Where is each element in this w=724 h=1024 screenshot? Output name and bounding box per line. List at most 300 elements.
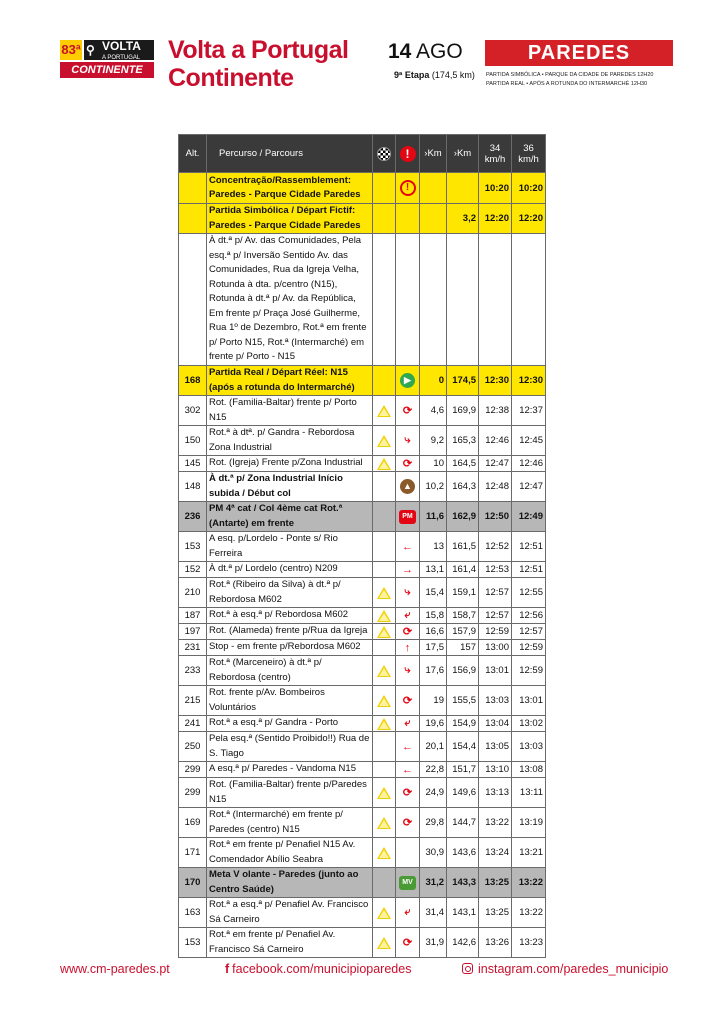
table-row [179, 778, 546, 808]
route-cell: À dt.ª p/ Lordelo (centro) N209 [207, 562, 373, 578]
warning-triangle-icon [377, 907, 391, 919]
col-alt: Alt. [179, 135, 207, 173]
route-cell: Rot.ª à dtª. p/ Gandra - Rebordosa Zona Industrial [207, 426, 373, 456]
table-row [179, 656, 546, 686]
date-month: AGO [416, 40, 463, 63]
direction-cell [396, 640, 420, 656]
hazard-cell [373, 366, 396, 396]
hazard-cell [373, 173, 396, 204]
route-cell: PM 4ª cat / Col 4ème cat Rot.ª (Antarte) em frente [207, 502, 373, 532]
time-34-cell: 10:20 [479, 173, 512, 204]
time-36-cell: 13:11 [512, 778, 546, 808]
route-cell: Rot.ª (Intermarché) em frente p/ Paredes (centro) N15 [207, 808, 373, 838]
warning-triangle-icon [377, 458, 391, 470]
km-done-cell: 31,2 [420, 868, 447, 898]
hazard-cell [373, 472, 396, 502]
km-left-cell: 157,9 [447, 624, 479, 640]
km-done-cell: 10 [420, 456, 447, 472]
altitude-cell: 153 [179, 532, 207, 562]
altitude-cell: 210 [179, 578, 207, 608]
roundabout-right-icon: ⤷ [404, 586, 411, 598]
hazard-cell [373, 502, 396, 532]
time-36-cell: 12:55 [512, 578, 546, 608]
km-left-cell: 154,4 [447, 732, 479, 762]
altitude-cell: 145 [179, 456, 207, 472]
route-cell: Rot. frente p/Av. Bombeiros Voluntários [207, 686, 373, 716]
stage-number: 9ª Etapa [394, 70, 430, 80]
altitude-cell: 231 [179, 640, 207, 656]
direction-cell [396, 686, 420, 716]
km-left-cell: 165,3 [447, 426, 479, 456]
direction-cell [396, 578, 420, 608]
time-34-cell: 13:13 [479, 778, 512, 808]
instagram-link[interactable]: instagram.com/paredes_municipio [478, 962, 669, 976]
volta-logo-text: VOLTA [102, 39, 141, 53]
km-done-cell: 22,8 [420, 762, 447, 778]
table-row [179, 173, 546, 204]
km-left-cell: 143,1 [447, 898, 479, 928]
mountain-prize-icon: PM [399, 510, 416, 524]
time-36-cell: 12:45 [512, 426, 546, 456]
time-36-cell: 12:30 [512, 366, 546, 396]
km-left-cell: 3,2 [447, 204, 479, 234]
page-title-line1: Volta a Portugal [168, 36, 349, 64]
turn-right-icon: → [402, 563, 413, 576]
km-left-cell [447, 234, 479, 366]
route-cell: Rot.ª (Marceneiro) à dt.ª p/ Rebordosa (centro) [207, 656, 373, 686]
roundabout-left-icon: ⤶ [404, 717, 411, 729]
direction-cell [396, 234, 420, 366]
route-cell: A esq.ª p/ Paredes - Vandoma N15 [207, 762, 373, 778]
time-34-cell: 13:04 [479, 716, 512, 732]
altitude-cell: 197 [179, 624, 207, 640]
itinerary-body [179, 173, 546, 958]
footer-facebook[interactable] [225, 962, 411, 976]
hazard-cell [373, 204, 396, 234]
altitude-cell: 150 [179, 426, 207, 456]
direction-cell [396, 732, 420, 762]
time-36-cell: 10:20 [512, 173, 546, 204]
roundabout-straight-icon: ⟳ [402, 695, 413, 707]
table-row [179, 608, 546, 624]
time-34-cell: 12:38 [479, 396, 512, 426]
altitude-cell: 170 [179, 868, 207, 898]
time-36-cell: 13:19 [512, 808, 546, 838]
hazard-cell [373, 898, 396, 928]
city-banner: PAREDES [485, 40, 673, 66]
climb-start-icon: ▲ [400, 479, 415, 494]
direction-cell [396, 928, 420, 958]
route-cell: Stop - em frente p/Rebordosa M602 [207, 640, 373, 656]
direction-cell [396, 502, 420, 532]
altitude-cell: 299 [179, 778, 207, 808]
route-cell: Rot. (Familia-Baltar) frente p/ Porto N15 [207, 396, 373, 426]
km-done-cell: 13 [420, 532, 447, 562]
roundabout-right-icon: ⤷ [404, 434, 411, 446]
km-done-cell [420, 173, 447, 204]
direction-cell [396, 204, 420, 234]
time-34-cell: 13:01 [479, 656, 512, 686]
time-36-cell: 13:22 [512, 898, 546, 928]
km-done-cell: 24,9 [420, 778, 447, 808]
symbolic-start: PARTIDA SIMBÓLICA • PARQUE DA CIDADE DE PAREDES 12H20 [486, 72, 654, 78]
route-cell: Concentração/Rassemblement: Paredes - Parque Cidade Paredes [207, 173, 373, 204]
direction-cell [396, 366, 420, 396]
hazard-cell [373, 624, 396, 640]
time-34-cell: 12:20 [479, 204, 512, 234]
time-34-cell: 12:57 [479, 578, 512, 608]
hazard-cell [373, 578, 396, 608]
hazard-cell [373, 808, 396, 838]
hazard-cell [373, 838, 396, 868]
roundabout-left-icon: ⤶ [404, 609, 411, 621]
real-start: PARTIDA REAL • APÓS A ROTUNDA DO INTERMARCHÉ 12H30 [486, 81, 648, 87]
altitude-cell: 152 [179, 562, 207, 578]
col-34kmh: 34 km/h [479, 135, 512, 173]
hazard-cell [373, 686, 396, 716]
alert-outline-icon: ! [400, 180, 416, 196]
time-34-cell: 12:52 [479, 532, 512, 562]
table-row [179, 624, 546, 640]
roundabout-right-icon: ⤷ [404, 664, 411, 676]
checkered-flag-icon [377, 147, 391, 161]
km-done-cell: 19 [420, 686, 447, 716]
hazard-cell [373, 762, 396, 778]
col-finish-flag [373, 135, 396, 173]
time-36-cell: 12:47 [512, 472, 546, 502]
time-34-cell [479, 234, 512, 366]
km-left-cell: 161,5 [447, 532, 479, 562]
hazard-cell [373, 396, 396, 426]
time-36-cell: 12:51 [512, 562, 546, 578]
km-done-cell: 11,6 [420, 502, 447, 532]
start-info [486, 71, 654, 89]
altitude-cell: 153 [179, 928, 207, 958]
roundabout-straight-icon: ⟳ [402, 787, 413, 799]
table-row [179, 396, 546, 426]
direction-cell [396, 716, 420, 732]
turn-left-icon: ← [402, 740, 413, 753]
route-cell: Rot. (Alameda) frente p/Rua da Igreja [207, 624, 373, 640]
roundabout-straight-icon: ⟳ [402, 937, 413, 949]
table-row [179, 716, 546, 732]
km-done-cell: 17,6 [420, 656, 447, 686]
edition-badge: 83ª [60, 40, 82, 60]
hazard-cell [373, 656, 396, 686]
volta-logo [84, 40, 154, 60]
route-cell: À dt.ª p/ Zona Industrial Início subida / Début col [207, 472, 373, 502]
time-36-cell: 12:46 [512, 456, 546, 472]
altitude-cell: 236 [179, 502, 207, 532]
km-left-cell: 164,5 [447, 456, 479, 472]
footer-instagram[interactable] [462, 962, 668, 976]
table-row [179, 532, 546, 562]
route-cell: Rot.ª à esq.ª p/ Rebordosa M602 [207, 608, 373, 624]
hazard-cell [373, 778, 396, 808]
table-row [179, 640, 546, 656]
stage-distance: (174,5 km) [431, 70, 475, 80]
km-done-cell: 0 [420, 366, 447, 396]
altitude-cell: 169 [179, 808, 207, 838]
table-row [179, 868, 546, 898]
table-row [179, 456, 546, 472]
time-34-cell: 13:22 [479, 808, 512, 838]
time-34-cell: 13:25 [479, 898, 512, 928]
km-left-cell: 161,4 [447, 562, 479, 578]
table-row [179, 366, 546, 396]
date-day: 14 [388, 40, 412, 63]
warning-triangle-icon [377, 610, 391, 622]
col-route: Percurso / Parcours [207, 135, 373, 173]
time-36-cell: 12:37 [512, 396, 546, 426]
hazard-cell [373, 716, 396, 732]
time-34-cell: 12:53 [479, 562, 512, 578]
roundabout-straight-icon: ⟳ [402, 405, 413, 417]
time-34-cell: 13:25 [479, 868, 512, 898]
table-row [179, 898, 546, 928]
table-row [179, 472, 546, 502]
km-left-cell: 143,3 [447, 868, 479, 898]
km-done-cell: 15,8 [420, 608, 447, 624]
km-done-cell: 20,1 [420, 732, 447, 762]
time-34-cell: 12:48 [479, 472, 512, 502]
time-34-cell: 13:10 [479, 762, 512, 778]
route-cell: Rot.ª a esq.ª p/ Penafiel Av. Francisco Sá Carneiro [207, 898, 373, 928]
table-row [179, 204, 546, 234]
direction-cell [396, 608, 420, 624]
km-left-cell [447, 173, 479, 204]
bicycle-icon: ⚲ [86, 43, 95, 57]
hazard-cell [373, 456, 396, 472]
table-row [179, 502, 546, 532]
altitude-cell: 171 [179, 838, 207, 868]
km-done-cell: 9,2 [420, 426, 447, 456]
altitude-cell: 299 [179, 762, 207, 778]
direction-cell [396, 868, 420, 898]
hazard-cell [373, 608, 396, 624]
altitude-cell: 233 [179, 656, 207, 686]
continente-logo: CONTINENTE [60, 62, 154, 78]
table-row [179, 808, 546, 838]
altitude-cell: 215 [179, 686, 207, 716]
km-done-cell: 15,4 [420, 578, 447, 608]
table-row [179, 562, 546, 578]
km-left-cell: 142,6 [447, 928, 479, 958]
time-36-cell: 12:20 [512, 204, 546, 234]
km-left-cell: 164,3 [447, 472, 479, 502]
time-34-cell: 13:03 [479, 686, 512, 716]
hazard-cell [373, 928, 396, 958]
route-cell: Rot.ª a esq.ª p/ Gandra - Porto [207, 716, 373, 732]
altitude-cell: 187 [179, 608, 207, 624]
time-36-cell: 12:49 [512, 502, 546, 532]
direction-cell [396, 656, 420, 686]
turn-left-icon: ← [402, 540, 413, 553]
km-left-cell: 154,9 [447, 716, 479, 732]
page-title-line2: Continente [168, 64, 294, 92]
route-cell: A esq. p/Lordelo - Ponte s/ Rio Ferreira [207, 532, 373, 562]
roundabout-straight-icon: ⟳ [402, 458, 413, 470]
direction-cell [396, 838, 420, 868]
km-left-cell: 144,7 [447, 808, 479, 838]
km-done-cell: 16,6 [420, 624, 447, 640]
time-36-cell: 13:23 [512, 928, 546, 958]
km-done-cell [420, 204, 447, 234]
km-left-cell: 155,5 [447, 686, 479, 716]
table-row [179, 578, 546, 608]
table-row [179, 234, 546, 366]
route-cell: Rot. (Igreja) Frente p/Zona Industrial [207, 456, 373, 472]
warning-triangle-icon [377, 787, 391, 799]
itinerary-table [178, 134, 546, 958]
table-row [179, 732, 546, 762]
warning-triangle-icon [377, 587, 391, 599]
alert-icon: ! [400, 146, 416, 162]
hazard-cell [373, 562, 396, 578]
time-34-cell: 12:50 [479, 502, 512, 532]
stage-info [394, 70, 475, 80]
time-34-cell: 12:57 [479, 608, 512, 624]
hazard-cell [373, 532, 396, 562]
direction-cell [396, 426, 420, 456]
altitude-cell: 148 [179, 472, 207, 502]
warning-triangle-icon [377, 937, 391, 949]
time-36-cell: 13:21 [512, 838, 546, 868]
route-cell: Rot.ª em frente p/ Penafiel N15 Av. Comendador Abílio Seabra [207, 838, 373, 868]
time-36-cell: 13:01 [512, 686, 546, 716]
col-km-done: ›Km [420, 135, 447, 173]
time-36-cell: 12:57 [512, 624, 546, 640]
warning-triangle-icon [377, 665, 391, 677]
direction-cell [396, 778, 420, 808]
km-done-cell: 30,9 [420, 838, 447, 868]
direction-cell [396, 173, 420, 204]
km-left-cell: 143,6 [447, 838, 479, 868]
altitude-cell: 163 [179, 898, 207, 928]
time-36-cell: 12:59 [512, 656, 546, 686]
time-36-cell: 12:56 [512, 608, 546, 624]
straight-ahead-icon: ↑ [404, 641, 411, 654]
km-left-cell: 149,6 [447, 778, 479, 808]
km-done-cell: 31,4 [420, 898, 447, 928]
direction-cell [396, 472, 420, 502]
km-done-cell [420, 234, 447, 366]
hazard-cell [373, 732, 396, 762]
warning-triangle-icon [377, 405, 391, 417]
instagram-icon [462, 963, 473, 974]
altitude-cell [179, 204, 207, 234]
turn-left-icon: ← [402, 763, 413, 776]
table-row [179, 928, 546, 958]
roundabout-straight-icon: ⟳ [402, 817, 413, 829]
col-36kmh: 36 km/h [512, 135, 546, 173]
facebook-link[interactable]: facebook.com/municipioparedes [232, 962, 412, 976]
km-done-cell: 13,1 [420, 562, 447, 578]
direction-cell [396, 396, 420, 426]
direction-cell [396, 762, 420, 778]
time-34-cell: 12:30 [479, 366, 512, 396]
route-cell: Meta V olante - Paredes (junto ao Centro Saúde) [207, 868, 373, 898]
altitude-cell: 250 [179, 732, 207, 762]
volta-logo-subtext: A PORTUGAL [102, 55, 141, 61]
facebook-icon: f [225, 962, 230, 976]
time-36-cell: 12:51 [512, 532, 546, 562]
km-done-cell: 31,9 [420, 928, 447, 958]
table-row [179, 426, 546, 456]
km-left-cell: 174,5 [447, 366, 479, 396]
time-36-cell [512, 234, 546, 366]
km-left-cell: 169,9 [447, 396, 479, 426]
time-34-cell: 12:59 [479, 624, 512, 640]
route-cell: À dt.ª p/ Av. das Comunidades, Pela esq.ª p/ Inversão Sentido Av. das Comunidades, Rua da Igreja Velha, Rotunda à dta. p/centro (N15), Rotunda à dt.ª p/ Av. da República, Em frente p/ Praça José Guilherme, Rua 1º de Dezembro, Rot.ª em frente p/ Porto N15, Rot.ª (Intermarché) em frente p/ Porto - N15 [207, 234, 373, 366]
footer-website[interactable]: www.cm-paredes.pt [60, 962, 170, 976]
time-34-cell: 13:26 [479, 928, 512, 958]
direction-cell [396, 624, 420, 640]
km-left-cell: 151,7 [447, 762, 479, 778]
col-km-left: ›Km [447, 135, 479, 173]
direction-cell [396, 532, 420, 562]
km-done-cell: 19,6 [420, 716, 447, 732]
warning-triangle-icon [377, 695, 391, 707]
roundabout-straight-icon: ⟳ [402, 626, 413, 638]
km-done-cell: 4,6 [420, 396, 447, 426]
stage-date [388, 40, 463, 64]
km-left-cell: 157 [447, 640, 479, 656]
table-row [179, 762, 546, 778]
time-34-cell: 13:24 [479, 838, 512, 868]
warning-triangle-icon [377, 718, 391, 730]
time-36-cell: 13:22 [512, 868, 546, 898]
start-play-icon: ▶ [400, 373, 415, 388]
hazard-cell [373, 234, 396, 366]
hazard-cell [373, 426, 396, 456]
km-done-cell: 17,5 [420, 640, 447, 656]
sprint-icon: MV [399, 876, 416, 890]
time-36-cell: 13:02 [512, 716, 546, 732]
hazard-cell [373, 640, 396, 656]
direction-cell [396, 562, 420, 578]
km-left-cell: 158,7 [447, 608, 479, 624]
route-cell: Partida Real / Départ Réel: N15 (após a rotunda do Intermarché) [207, 366, 373, 396]
time-34-cell: 13:05 [479, 732, 512, 762]
direction-cell [396, 456, 420, 472]
time-34-cell: 13:00 [479, 640, 512, 656]
col-alert [396, 135, 420, 173]
altitude-cell: 241 [179, 716, 207, 732]
roundabout-left-icon: ⤶ [404, 906, 411, 918]
route-cell: Rot.ª em frente p/ Penafiel Av. Francisco Sá Carneiro [207, 928, 373, 958]
time-34-cell: 12:47 [479, 456, 512, 472]
warning-triangle-icon [377, 847, 391, 859]
time-34-cell: 12:46 [479, 426, 512, 456]
km-left-cell: 162,9 [447, 502, 479, 532]
route-cell: Pela esq.ª (Sentido Proibido!!) Rua de S. Tiago [207, 732, 373, 762]
direction-cell [396, 808, 420, 838]
warning-triangle-icon [377, 817, 391, 829]
direction-cell [396, 898, 420, 928]
route-cell: Partida Simbólica / Départ Fictif: Paredes - Parque Cidade Paredes [207, 204, 373, 234]
table-row [179, 686, 546, 716]
time-36-cell: 13:03 [512, 732, 546, 762]
table-row [179, 838, 546, 868]
warning-triangle-icon [377, 626, 391, 638]
altitude-cell: 168 [179, 366, 207, 396]
warning-triangle-icon [377, 435, 391, 447]
km-left-cell: 159,1 [447, 578, 479, 608]
km-done-cell: 10,2 [420, 472, 447, 502]
page-header [48, 34, 676, 100]
route-cell: Rot. (Familia-Baltar) frente p/Paredes N15 [207, 778, 373, 808]
